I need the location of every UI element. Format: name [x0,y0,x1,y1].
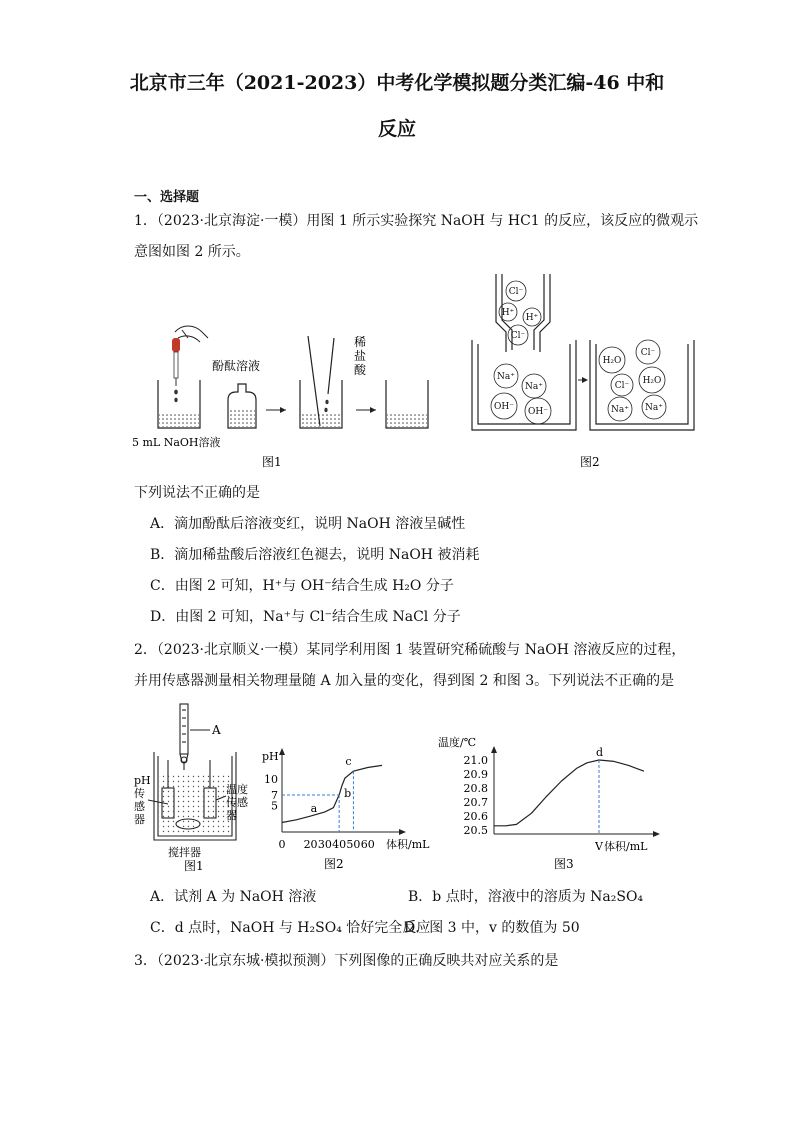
q3-stem: 3．（2023·北京东城·模拟预测）下列图像的正确反映共对应关系的是 [134,953,559,969]
ph-x-tick: 20 [303,838,318,851]
q1-stem-line1: 1．（2023·北京海淀·一模）用图 1 所示实验探究 NaOH 与 HC1 的反应，该反应的微观示 [134,213,699,229]
beaker-2 [300,336,342,428]
ion-na: Na⁺ [645,403,663,413]
ph-y-tick: 10 [264,773,278,787]
label-reagent-a: A [212,723,221,737]
ph-x-tick: 50 [346,838,361,851]
dropper-hand-icon [175,326,208,342]
doc-title-line2: 反应 [377,118,416,140]
q1-figure1 [130,318,450,468]
temp-axis-ylabel: 温度/℃ [438,736,477,749]
ph-x-tick: 60 [360,838,375,851]
ph-axis-ylabel: pH [262,750,279,763]
arrow-icon [582,377,588,383]
beaker-3 [386,380,428,428]
ion-h: H⁺ [525,313,539,323]
temp-x-arrow [653,831,660,837]
q1-option-d[interactable]: D．由图 2 可知，Na⁺与 Cl⁻结合生成 NaCl 分子 [150,609,461,625]
q1-prompt: 下列说法不正确的是 [134,485,260,501]
temp-y-tick: 21.0 [463,754,488,767]
ph-axis-xlabel: 体积/mL [386,838,430,851]
label-temp-1: 温度 [226,783,248,796]
q2-figure1 [132,700,262,872]
label-acid-1: 稀 [354,335,367,349]
label-ph-4: 器 [134,813,145,826]
ph-chart-title: 图2 [324,857,344,871]
ion-cl: Cl⁻ [614,381,630,391]
label-acid-3: 酸 [354,363,367,377]
temp-chart-title: 图3 [554,857,574,871]
temperature-chart [434,732,664,872]
q2-stem-line1: 2．（2023·北京顺义·一模）某同学利用图 1 装置研究稀硫酸与 NaOH 溶液反应的过程， [134,642,686,658]
ph-y-arrow [279,748,285,755]
ph-x-tick: 30 [317,838,332,851]
temp-y-tick: 20.8 [463,782,488,795]
molecule-h2o: H₂O [642,376,662,386]
ph-y-tick: 5 [271,799,278,813]
ph-series-line [282,765,382,822]
ph-point-label-b: b [344,787,352,800]
ph-y-tick: 7 [271,789,278,802]
ion-na: Na⁺ [611,405,629,415]
ion-na: Na⁺ [525,382,543,392]
q2-stem-line2: 并用传感器测量相关物理量随 A 加入量的变化，得到图 2 和图 3。下列说法不正确的是 [134,673,675,689]
dropper-icon [172,338,180,402]
temp-axis-xlabel: 体积/mL [604,840,648,853]
ion-oh: OH⁻ [494,402,514,412]
label-ph-1: pH [134,774,151,787]
q1-stem-line2: 意图如图 2 所示。 [134,244,250,260]
ion-cl: Cl⁻ [508,287,524,297]
temp-y-tick: 20.9 [463,768,488,781]
ph-chart [262,748,442,872]
q1-option-b[interactable]: B．滴加稀盐酸后溶液红色褪去，说明 NaOH 被消耗 [150,547,480,563]
doc-title-line1: 北京市三年（2021-2023）中考化学模拟题分类汇编-46 中和 [129,72,665,94]
ph-point-label-c: c [345,755,352,769]
temp-x-tick-v: V [595,840,603,853]
label-ph-3: 感 [134,800,145,813]
ion-oh: OH⁻ [528,407,548,417]
section-heading: 一、选择题 [134,190,200,205]
ion-cl: Cl⁻ [510,331,526,341]
ph-x-tick: 0 [278,838,286,851]
temp-y-tick: 20.7 [463,796,488,809]
molecule-h2o: H₂O [602,356,622,366]
label-temp-2: 传感 [226,796,248,809]
q2-option-d[interactable]: D．图 3 中，v 的数值为 50 [404,920,580,936]
q1-option-c[interactable]: C．由图 2 可知，H⁺与 OH⁻结合生成 H₂O 分子 [150,578,454,594]
q2-option-b[interactable]: B．b 点时，溶液中的溶质为 Na₂SO₄ [408,889,644,905]
label-temp-3: 器 [226,809,237,822]
q2-option-a[interactable]: A．试剂 A 为 NaOH 溶液 [150,889,317,905]
ion-na: Na⁺ [497,372,515,382]
beaker-1 [158,380,200,428]
q2-fig1-caption: 图1 [184,859,204,872]
ph-point-label-a: a [310,802,318,816]
q1-option-a[interactable]: A．滴加酚酞后溶液变红，说明 NaOH 溶液呈碱性 [150,516,466,532]
ph-x-tick: 40 [332,838,347,851]
reagent-bottle [228,384,256,428]
ion-h: H⁺ [501,308,515,318]
temp-y-tick: 20.5 [463,824,488,837]
label-ph-2: 传 [134,787,145,800]
label-phenolphthalein: 酚酞溶液 [212,359,261,373]
label-naoh: 5 mL NaOH溶液 [132,436,221,449]
label-stirrer: 搅拌器 [168,846,201,859]
temp-point-label-d: d [596,746,604,759]
q2-option-c[interactable]: C．d 点时，NaOH 与 H₂SO₄ 恰好完全反应 [150,920,431,936]
q1-fig1-caption: 图1 [262,455,282,468]
ph-x-arrow [399,829,406,835]
temp-y-arrow [491,746,497,753]
q1-figure2 [466,272,702,470]
q1-fig2-caption: 图2 [580,455,600,469]
ion-cl: Cl⁻ [640,348,656,358]
temp-y-tick: 20.6 [463,810,488,823]
label-acid-2: 盐 [354,349,367,363]
temp-series-line [494,760,644,826]
